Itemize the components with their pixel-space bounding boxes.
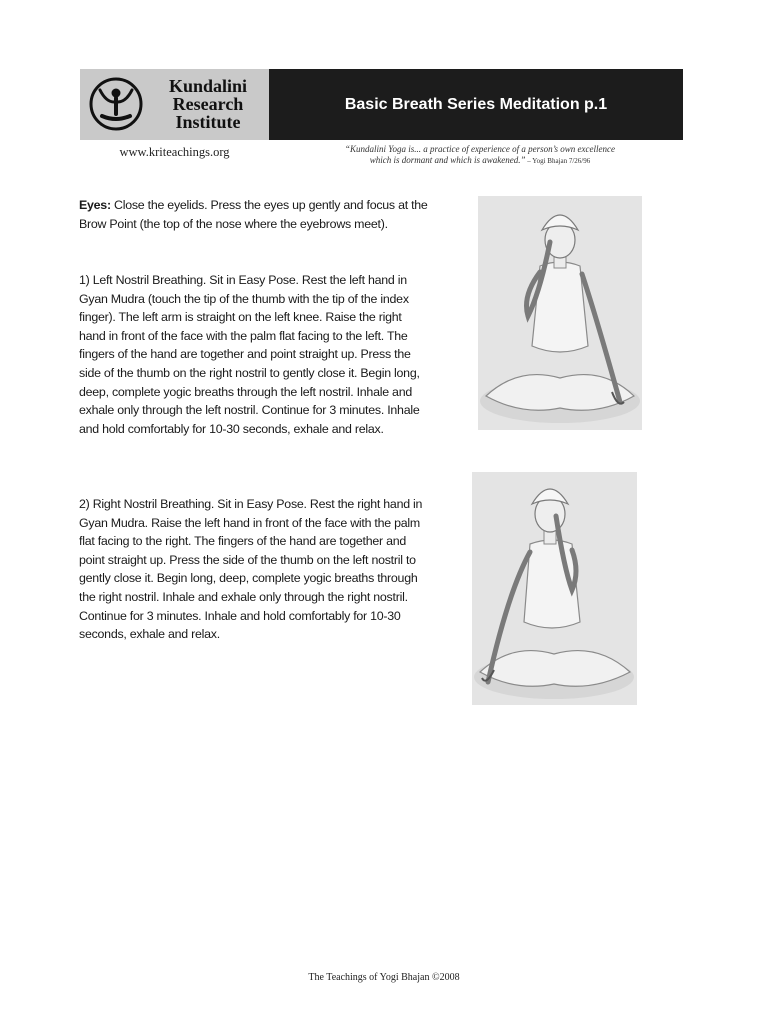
seated-figure-illustration-1 [478, 196, 642, 430]
quote-attribution: – Yogi Bhajan 7/26/96 [525, 157, 591, 165]
kri-logo-icon [88, 76, 144, 132]
eyes-text: Close the eyelids. Press the eyes up gently and focus at the Brow Point (the top of the nose where the eyebrows meet). [79, 198, 428, 231]
logo-block [80, 69, 269, 140]
quote-line2: which is dormant and which is awakened.” [369, 155, 526, 165]
org-name-line1: Kundalini [168, 76, 248, 96]
website-url: www.kriteachings.org [119, 145, 230, 159]
eyes-label: Eyes: [79, 198, 111, 212]
left-nostril-breathing-photo [478, 196, 642, 430]
quote-line1: “Kundalini Yoga is... a practice of experience of a person’s own excellence [345, 144, 615, 154]
eyes-instruction [79, 196, 431, 233]
right-nostril-breathing-photo [472, 472, 637, 705]
org-name-line2: Research [172, 94, 244, 114]
seated-figure-illustration-2 [472, 472, 637, 705]
org-name [152, 77, 264, 131]
step-2-right-nostril: 2) Right Nostril Breathing. Sit in Easy Pose. Rest the right hand in Gyan Mudra. Raise the left hand in front of the face with the palm flat facing to the right. The fingers of the hand are together and point straight up. Press the side of the thumb on the left nostril to gently close it. Begin long, deep, complete yogic breaths through the right nostril. Inhale and exhale only through the right nostril. Continue for 3 minutes. Inhale and hold comfortably for 10-30 seconds, exhale and relax. [79, 497, 423, 642]
footer-copyright: The Teachings of Yogi Bhajan ©2008 [308, 972, 460, 983]
page-title: Basic Breath Series Meditation p.1 [269, 69, 683, 140]
header-band [80, 69, 683, 140]
org-name-line3: Institute [175, 112, 241, 132]
step-1-left-nostril: 1) Left Nostril Breathing. Sit in Easy Pose. Rest the left hand in Gyan Mudra (touch the tip of the thumb with the tip of the index finger). The left arm is straight on the left knee. Raise the right hand in front of the face with the palm flat facing to the left. The fingers of the hand are together and point straight up. Press the side of the thumb on the right nostril to gently close it. Begin long, deep, complete yogic breaths through the left nostril. Inhale and exhale only through the left nostril. Continue for 3 minutes. Inhale and hold comfortably for 10-30 seconds, exhale and relax. [79, 273, 420, 436]
header-quote [290, 144, 670, 167]
